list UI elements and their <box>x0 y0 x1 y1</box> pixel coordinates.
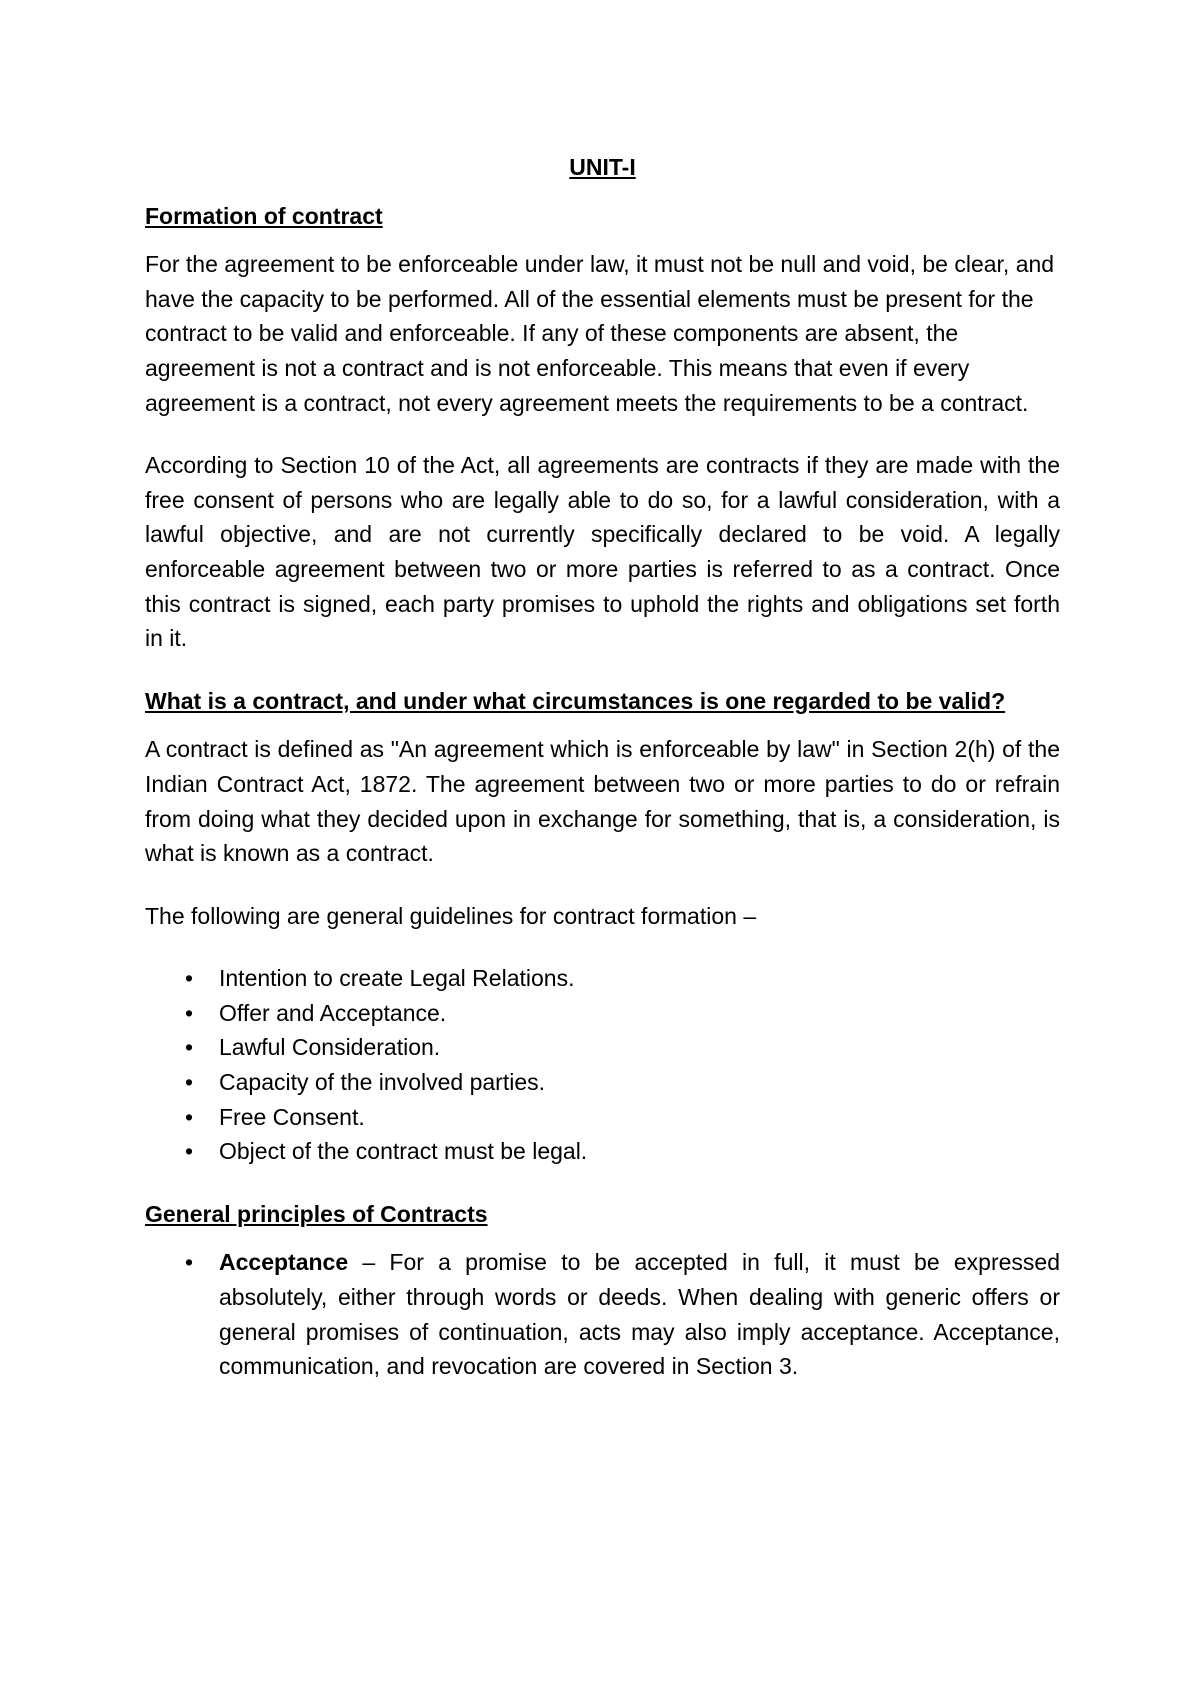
heading-what-is-a-contract: What is a contract, and under what circumstances is one regarded to be valid? <box>145 687 1006 714</box>
paragraph-contract-definition: A contract is defined as "An agreement which is enforceable by law" in Section 2(h) of the Indian Contract Act, 1872. The agreement between two or more parties to do or refrain from doing what they decided upon in exchange for something, that is, a consideration, is what is known as a contract. <box>145 736 1060 867</box>
principle-term: Acceptance <box>219 1249 349 1276</box>
bullet-icon: • <box>185 1249 194 1276</box>
bullet-icon: • <box>185 965 194 992</box>
heading-formation-of-contract: Formation of contract <box>145 202 383 229</box>
bullet-icon: • <box>185 999 194 1026</box>
paragraph-section-10: According to Section 10 of the Act, all agreements are contracts if they are made with the free consent of persons who are legally able to do so, for a lawful consideration, with a lawful objective, and are not currently specifically declared to be void. A legally enforceable agreement between two or more parties is referred to as a contract. Once this contract is signed, each party promises to uphold the rights and obligations set forth in it. <box>145 452 1060 652</box>
paragraph-enforceability: For the agreement to be enforceable under law, it must not be null and void, be clear, and have the capacity to be performed. All of the essential elements must be present for the contract to be valid and enforceable. If any of these components are absent, the agreement is not a contract and is not enforceable. This means that even if every agreement is a contract, not every agreement meets the requirements to be a contract. <box>145 251 1055 416</box>
list-item <box>145 1134 1060 1169</box>
list-item <box>145 961 1060 996</box>
guidelines-list <box>145 961 1060 1169</box>
bullet-icon: • <box>185 1103 194 1130</box>
list-item <box>145 1065 1060 1100</box>
unit-title: UNIT-I <box>569 154 636 180</box>
principles-list <box>145 1245 1060 1383</box>
document-body <box>145 150 1060 1412</box>
list-item-text: Object of the contract must be legal. <box>219 1138 588 1165</box>
list-item-text: Offer and Acceptance. <box>219 999 447 1026</box>
list-item-text: Intention to create Legal Relations. <box>219 965 575 992</box>
list-item <box>145 996 1060 1031</box>
list-item <box>145 1245 1060 1383</box>
bullet-icon: • <box>185 1138 194 1165</box>
list-item-text: Free Consent. <box>219 1103 365 1130</box>
bullet-icon: • <box>185 1069 194 1096</box>
list-item <box>145 1030 1060 1065</box>
paragraph-guidelines-intro: The following are general guidelines for contract formation – <box>145 902 757 929</box>
list-item-text: Capacity of the involved parties. <box>219 1069 546 1096</box>
list-item <box>145 1100 1060 1135</box>
principle-text: – For a promise to be accepted in full, it must be expressed absolutely, either through words or deeds. When dealing with generic offers or general promises of continuation, acts may also imply acceptance. Acceptance, communication, and revocation are covered in Section 3. <box>219 1249 1060 1380</box>
list-item-text: Lawful Consideration. <box>219 1034 441 1061</box>
bullet-icon: • <box>185 1034 194 1061</box>
heading-general-principles: General principles of Contracts <box>145 1200 488 1227</box>
